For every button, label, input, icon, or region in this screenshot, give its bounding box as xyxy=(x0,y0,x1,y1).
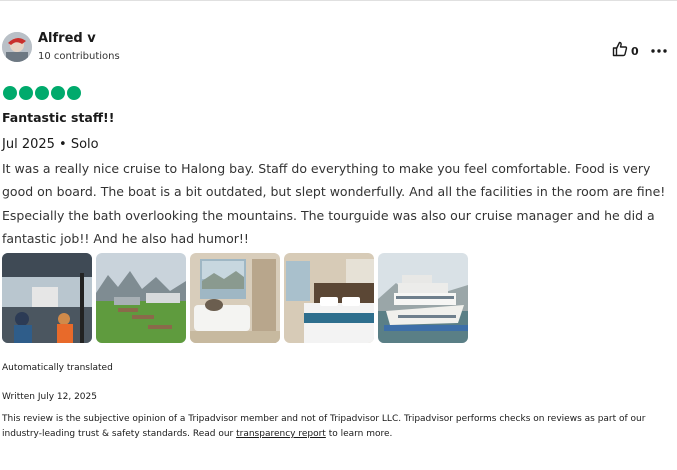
helpful-button[interactable] xyxy=(612,42,639,60)
rating-bubble-icon xyxy=(19,86,33,100)
more-options-icon xyxy=(650,45,668,64)
contributions-count: 10 contributions xyxy=(38,51,120,62)
rating-bubble-icon xyxy=(3,86,17,100)
review-photo-bedroom[interactable] xyxy=(284,253,374,343)
rating-bubble-icon xyxy=(35,86,49,100)
rating-bubble-icon xyxy=(51,86,65,100)
transparency-report-link[interactable]: transparency report xyxy=(236,429,326,439)
auto-translated-label: Automatically translated xyxy=(2,363,113,373)
review-photo-deck[interactable] xyxy=(2,253,92,343)
review-header xyxy=(2,31,675,65)
user-name[interactable]: Alfred v xyxy=(38,31,96,46)
review-photo-bathroom[interactable] xyxy=(190,253,280,343)
disclaimer-text: This review is the subjective opinion of a Tripadvisor member and not of Tripadvisor LLC. Tripadvisor performs checks on reviews as part of our industry-leading trust & safety standards. Read our xyxy=(2,414,646,439)
trip-info: Jul 2025 • Solo xyxy=(2,137,99,152)
written-date: Written July 12, 2025 xyxy=(2,392,97,402)
rating-bubble-icon xyxy=(67,86,81,100)
avatar[interactable] xyxy=(2,32,32,62)
more-options-button[interactable] xyxy=(650,42,668,60)
review-photo-boat[interactable] xyxy=(378,253,468,343)
disclaimer-text-end: to learn more. xyxy=(325,429,393,439)
review-photos xyxy=(2,253,468,343)
review-title[interactable]: Fantastic staff!! xyxy=(2,110,115,125)
review-disclaimer xyxy=(2,412,676,442)
review-text: It was a really nice cruise to Halong bay. Staff do everything to make you feel comfortable. Food is very good on board. The boat is a bit outdated, but slept wonderfully. And all the facilities in the room are fine! Especially the bath overlooking the mountains. The tourguide was also our cruise manager and he did a fantastic job!! And he also had humor!! xyxy=(2,161,666,246)
rating-bubbles xyxy=(3,86,81,100)
thumbs-up-icon xyxy=(612,41,628,61)
helpful-count: 0 xyxy=(631,44,639,58)
top-divider xyxy=(0,0,677,1)
review-photo-sundeck[interactable] xyxy=(96,253,186,343)
